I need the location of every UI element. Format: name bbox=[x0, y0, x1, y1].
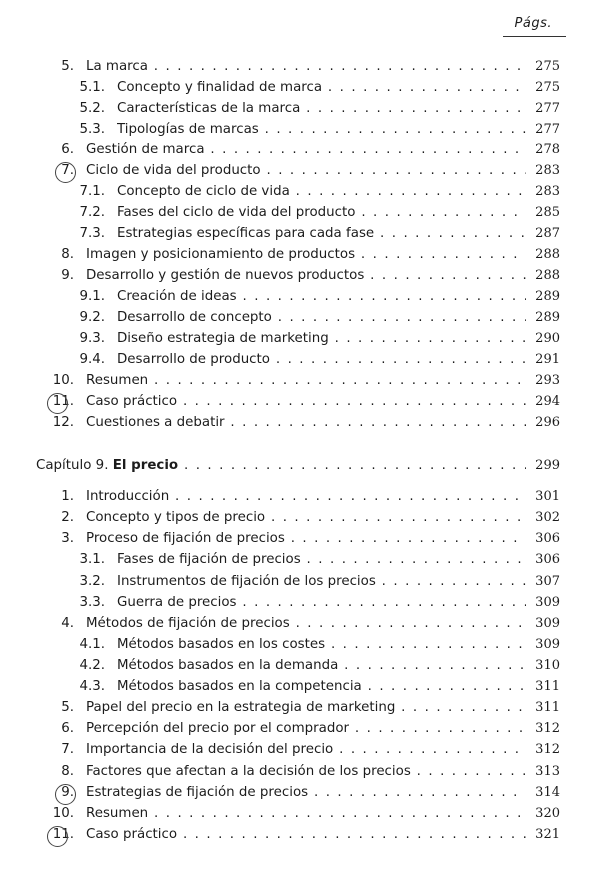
header-rule bbox=[503, 36, 566, 37]
page-number: 302 bbox=[535, 510, 560, 525]
entry-number bbox=[53, 825, 74, 845]
toc-entry bbox=[0, 572, 600, 592]
page-number: 313 bbox=[535, 764, 560, 779]
circled-number: 11. bbox=[53, 392, 74, 412]
page-header bbox=[0, 16, 600, 40]
entry-title: Cuestiones a debatir . . . bbox=[86, 413, 526, 433]
page-number: 289 bbox=[535, 310, 560, 325]
entry-title: La marca . . . bbox=[86, 57, 526, 77]
toc-entry bbox=[0, 371, 600, 391]
circled-number: 9. bbox=[61, 783, 74, 803]
entry-title: Métodos basados en la demanda . . . bbox=[117, 656, 526, 676]
entry-title: Fases del ciclo de vida del producto . . . bbox=[117, 203, 526, 223]
toc-entry bbox=[0, 57, 600, 77]
entry-number: 10. bbox=[52, 806, 74, 821]
entry-number: 3. bbox=[61, 531, 74, 546]
circled-number: 7. bbox=[61, 161, 74, 181]
entry-title: Diseño estrategia de marketing . . . bbox=[117, 329, 526, 349]
page-number: 294 bbox=[535, 394, 560, 409]
toc-entry bbox=[0, 78, 600, 98]
toc-entry bbox=[0, 529, 600, 549]
toc-entry bbox=[0, 825, 600, 845]
entry-number: 12. bbox=[52, 415, 74, 430]
page-number: 309 bbox=[535, 595, 560, 610]
entry-title: Tipologías de marcas . . . bbox=[117, 120, 526, 140]
entry-title: Capítulo 9. El precio . . . bbox=[36, 456, 526, 476]
toc-entry bbox=[0, 413, 600, 433]
entry-title: Percepción del precio por el comprador . . . bbox=[86, 719, 526, 739]
entry-title: Desarrollo y gestión de nuevos productos . . . bbox=[86, 266, 526, 286]
entry-number: 5.3. bbox=[79, 122, 105, 137]
entry-number: 5. bbox=[61, 700, 74, 715]
page-number: 285 bbox=[535, 205, 560, 220]
entry-number: 4.1. bbox=[79, 637, 105, 652]
circled-number: 11. bbox=[53, 825, 74, 845]
page-number: 306 bbox=[535, 552, 560, 567]
toc-entry bbox=[0, 120, 600, 140]
page-number: 312 bbox=[535, 742, 560, 757]
toc-entry bbox=[0, 635, 600, 655]
entry-number: 2. bbox=[61, 510, 74, 525]
entry-title: Instrumentos de fijación de los precios . . . bbox=[117, 572, 526, 592]
page-number: 293 bbox=[535, 373, 560, 388]
entry-title: Métodos de fijación de precios . . . bbox=[86, 614, 526, 634]
entry-number: 7.2. bbox=[79, 205, 105, 220]
entry-title: Caso práctico . . . bbox=[86, 392, 526, 412]
toc-entry bbox=[0, 308, 600, 328]
entry-title: Importancia de la decisión del precio . . . bbox=[86, 740, 526, 760]
toc-entry bbox=[0, 508, 600, 528]
page-number: 290 bbox=[535, 331, 560, 346]
entry-number: 9.4. bbox=[79, 352, 105, 367]
page-number: 278 bbox=[535, 142, 560, 157]
page-number: 314 bbox=[535, 785, 560, 800]
toc-entry bbox=[0, 614, 600, 634]
entry-title: Métodos basados en los costes . . . bbox=[117, 635, 526, 655]
entry-title: Desarrollo de concepto . . . bbox=[117, 308, 526, 328]
handwritten-circle-mark bbox=[47, 393, 68, 414]
toc-entry bbox=[0, 245, 600, 265]
toc-entry bbox=[0, 182, 600, 202]
entry-title: Factores que afectan a la decisión de los precios . . . bbox=[86, 762, 526, 782]
toc-entry bbox=[0, 287, 600, 307]
entry-number: 3.3. bbox=[79, 595, 105, 610]
toc-entry bbox=[0, 99, 600, 119]
page-number: 283 bbox=[535, 163, 560, 178]
page-number: 299 bbox=[535, 458, 560, 473]
handwritten-circle-mark bbox=[55, 162, 76, 183]
entry-number: 7. bbox=[61, 742, 74, 757]
toc-entry bbox=[0, 550, 600, 570]
entry-number: 4.2. bbox=[79, 658, 105, 673]
page-number: 312 bbox=[535, 721, 560, 736]
toc-entry bbox=[0, 719, 600, 739]
toc-entry bbox=[0, 140, 600, 160]
page-number: 320 bbox=[535, 806, 560, 821]
entry-number: 8. bbox=[61, 247, 74, 262]
handwritten-circle-mark bbox=[55, 784, 76, 805]
entry-number: 7.3. bbox=[79, 226, 105, 241]
entry-number: 9.2. bbox=[79, 310, 105, 325]
entry-title: Fases de fijación de precios . . . bbox=[117, 550, 526, 570]
toc-entry bbox=[0, 266, 600, 286]
entry-number: 9.1. bbox=[79, 289, 105, 304]
toc-entry bbox=[0, 677, 600, 697]
page-number: 301 bbox=[535, 489, 560, 504]
entry-title: Caso práctico . . . bbox=[86, 825, 526, 845]
entry-title: Concepto y tipos de precio . . . bbox=[86, 508, 526, 528]
toc-entry bbox=[0, 804, 600, 824]
page-number: 288 bbox=[535, 247, 560, 262]
entry-number: 6. bbox=[61, 721, 74, 736]
entry-number: 5. bbox=[61, 59, 74, 74]
entry-number: 5.1. bbox=[79, 80, 105, 95]
entry-title: Imagen y posicionamiento de productos . . . bbox=[86, 245, 526, 265]
page-number: 306 bbox=[535, 531, 560, 546]
toc-entry bbox=[0, 698, 600, 718]
entry-title: Estrategias específicas para cada fase . . . bbox=[117, 224, 526, 244]
toc-entry bbox=[0, 783, 600, 803]
pages-column-label: Págs. bbox=[514, 16, 552, 31]
toc-entry bbox=[0, 329, 600, 349]
entry-title: Características de la marca . . . bbox=[117, 99, 526, 119]
entry-title: Desarrollo de producto . . . bbox=[117, 350, 526, 370]
entry-title: Métodos basados en la competencia . . . bbox=[117, 677, 526, 697]
page-number: 275 bbox=[535, 59, 560, 74]
page-number: 289 bbox=[535, 289, 560, 304]
toc-entry bbox=[0, 762, 600, 782]
chapter-title: El precio bbox=[112, 458, 179, 473]
page-number: 283 bbox=[535, 184, 560, 199]
page-number: 321 bbox=[535, 827, 560, 842]
page-number: 311 bbox=[535, 700, 560, 715]
page-number: 296 bbox=[535, 415, 560, 430]
entry-title: Creación de ideas . . . bbox=[117, 287, 526, 307]
entry-number bbox=[61, 161, 74, 181]
entry-title: Ciclo de vida del producto . . . bbox=[86, 161, 526, 181]
page-number: 310 bbox=[535, 658, 560, 673]
entry-number: 3.2. bbox=[79, 574, 105, 589]
page-number: 275 bbox=[535, 80, 560, 95]
entry-title: Papel del precio en la estrategia de marketing . . . bbox=[86, 698, 526, 718]
page-number: 307 bbox=[535, 574, 560, 589]
entry-title: Resumen . . . bbox=[86, 804, 526, 824]
toc-entry bbox=[0, 656, 600, 676]
entry-title: Introducción . . . bbox=[86, 487, 526, 507]
entry-number: 8. bbox=[61, 764, 74, 779]
entry-number: 4.3. bbox=[79, 679, 105, 694]
toc-entry bbox=[0, 203, 600, 223]
toc-entry bbox=[0, 350, 600, 370]
toc-entry bbox=[0, 740, 600, 760]
entry-number: 9. bbox=[61, 268, 74, 283]
entry-number bbox=[61, 783, 74, 803]
toc-entry bbox=[0, 392, 600, 412]
toc-entry bbox=[0, 224, 600, 244]
entry-title: Concepto y finalidad de marca . . . bbox=[117, 78, 526, 98]
entry-title: Estrategias de fijación de precios . . . bbox=[86, 783, 526, 803]
page-number: 277 bbox=[535, 101, 560, 116]
entry-title: Resumen . . . bbox=[86, 371, 526, 391]
entry-number: 9.3. bbox=[79, 331, 105, 346]
page-number: 309 bbox=[535, 616, 560, 631]
page-number: 277 bbox=[535, 122, 560, 137]
page-number: 288 bbox=[535, 268, 560, 283]
page-number: 287 bbox=[535, 226, 560, 241]
entry-number: 3.1. bbox=[79, 552, 105, 567]
page-number: 311 bbox=[535, 679, 560, 694]
entry-number bbox=[53, 392, 74, 412]
entry-number: 5.2. bbox=[79, 101, 105, 116]
entry-number: 7.1. bbox=[79, 184, 105, 199]
entry-number: 10. bbox=[52, 373, 74, 388]
handwritten-circle-mark bbox=[47, 826, 68, 847]
page-number: 291 bbox=[535, 352, 560, 367]
toc-entry bbox=[0, 487, 600, 507]
entry-number: 1. bbox=[61, 489, 74, 504]
entry-title: Concepto de ciclo de vida . . . bbox=[117, 182, 526, 202]
toc-entry bbox=[0, 593, 600, 613]
entry-number: 6. bbox=[61, 142, 74, 157]
page-number: 309 bbox=[535, 637, 560, 652]
entry-number: 4. bbox=[61, 616, 74, 631]
entry-title: Guerra de precios . . . bbox=[117, 593, 526, 613]
entry-title: Gestión de marca . . . bbox=[86, 140, 526, 160]
toc-entry bbox=[0, 161, 600, 181]
entry-title: Proceso de fijación de precios . . . bbox=[86, 529, 526, 549]
chapter-entry bbox=[0, 456, 600, 476]
